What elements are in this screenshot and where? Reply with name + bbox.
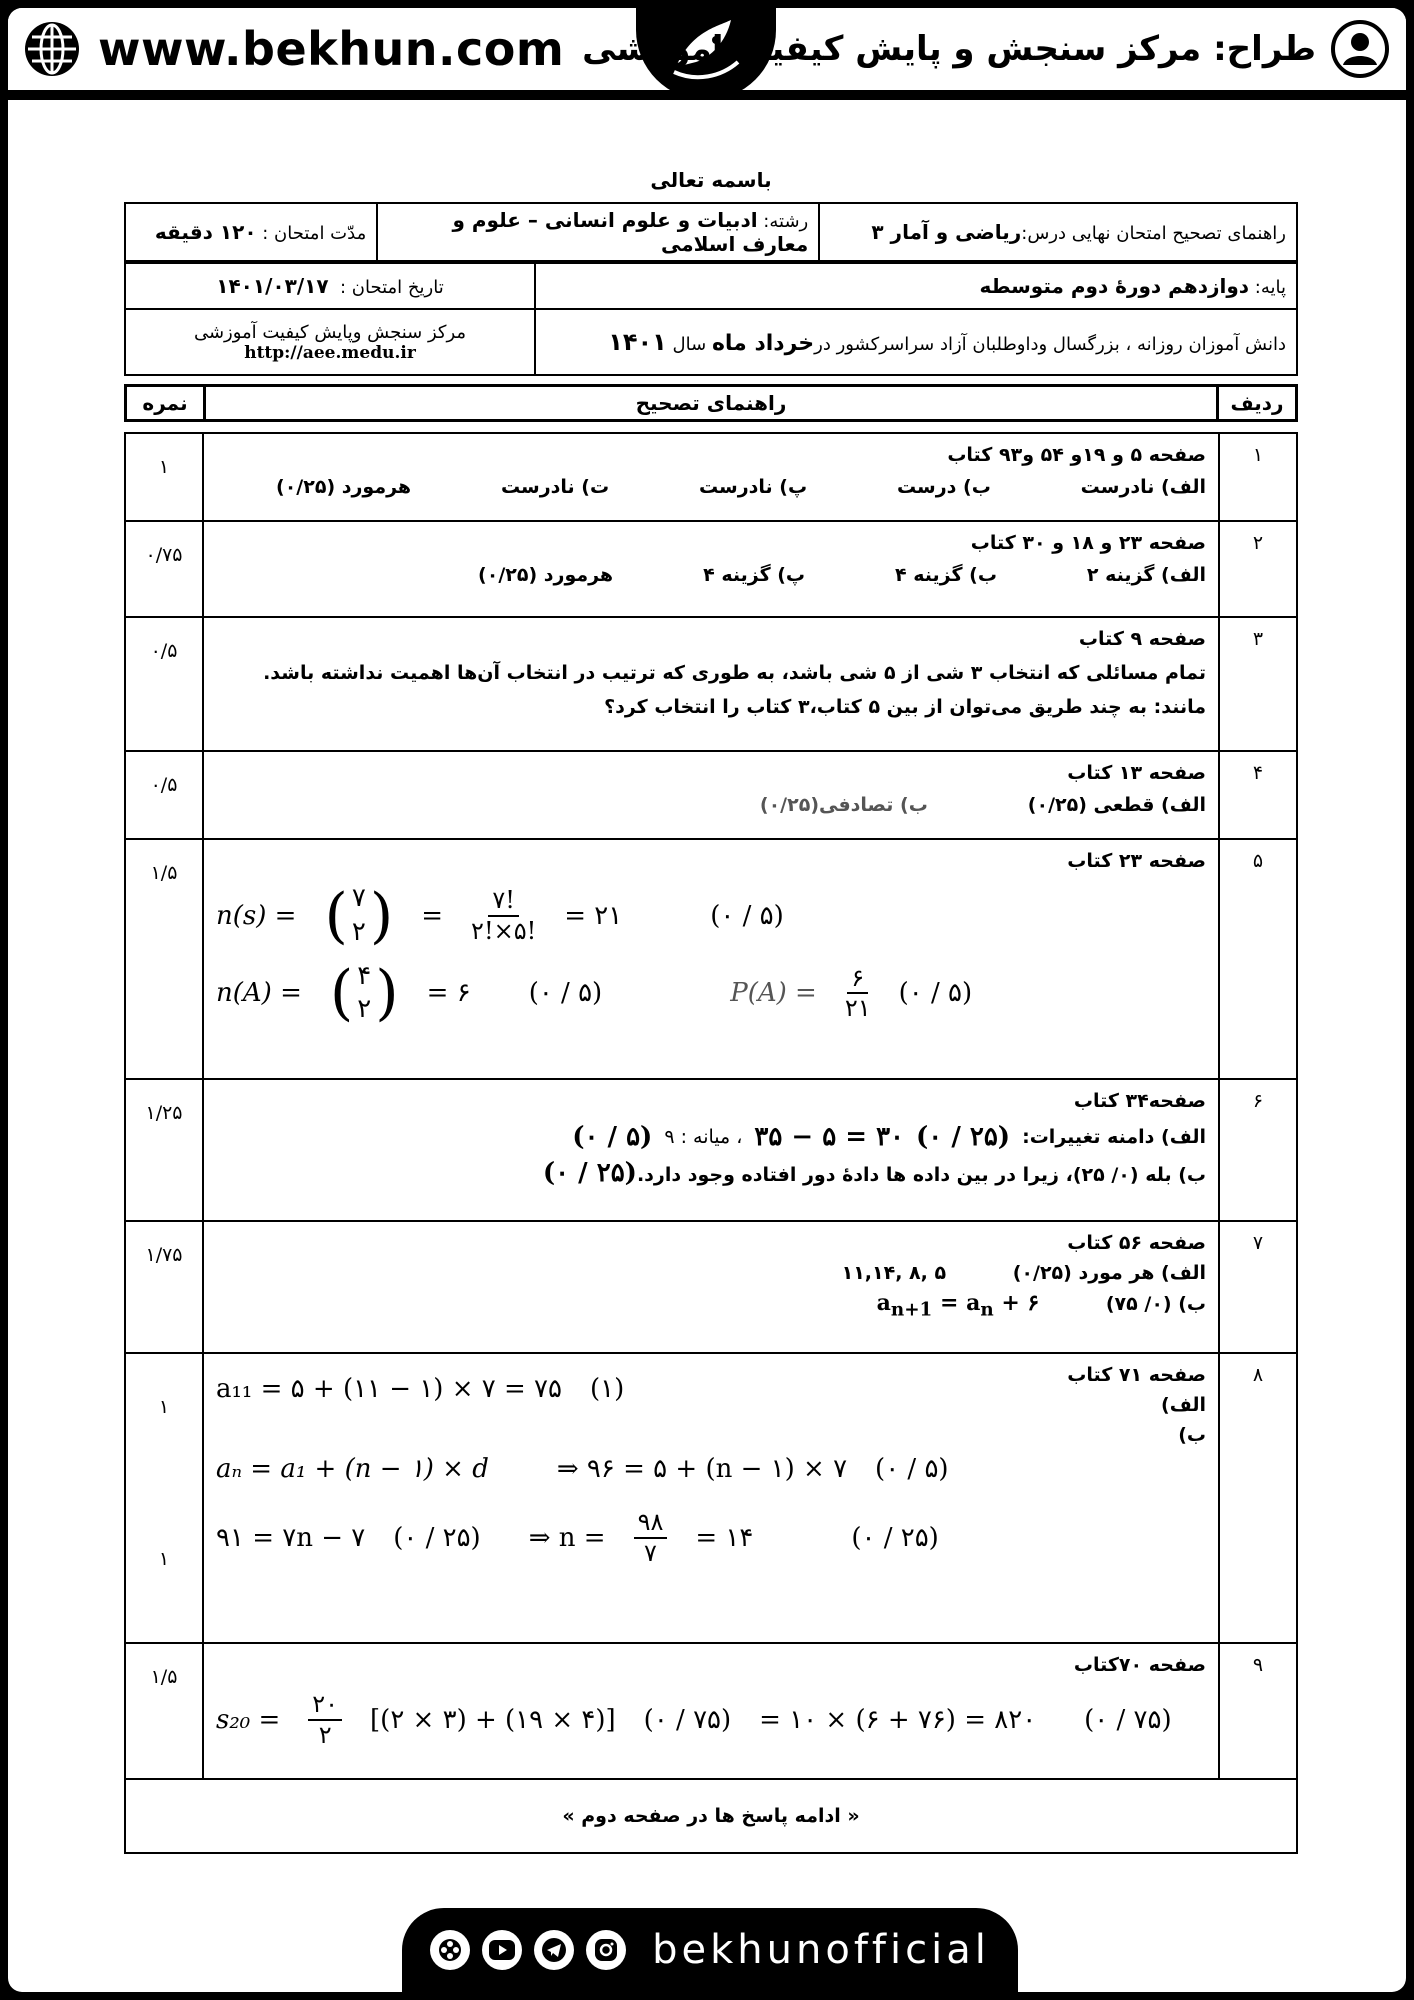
table-row [125,433,1297,521]
col-score: نمره [126,386,205,421]
students-cell: دانش آموزان روزانه ، بزرگسال وداوطلبان آزاد سراسرکشور درخرداد ماه سال ۱۴۰۱ [535,309,1297,375]
answer-text: مانند: به چند طریق می‌توان از بین ۵ کتاب،۳ کتاب را انتخاب کرد؟ [604,696,1206,718]
page-ref: صفحه ۲۳ و ۱۸ و ۳۰ کتاب [970,532,1206,554]
exam-year: ۱۴۰۱ [608,328,667,356]
row-score: ۱/۵ [125,1643,203,1779]
center-cell [125,309,535,375]
sequence-answer: الف) هر مورد (۰/۲۵) ۵ ,۸ ,۱۱,۱۴ [841,1262,1206,1284]
row-score: ۱ [158,1396,170,1418]
page-ref: صفحه ۱۳ کتاب [1067,762,1206,784]
page-ref: صفحه ۵۶ کتاب [1067,1232,1206,1254]
field-name: ادبیات و علوم انسانی – علوم و معارف اسلامی [452,208,809,256]
page-ref: صفحه ۹ کتاب [1078,628,1206,650]
top-header [8,8,1406,100]
row-score: ۱/۵ [125,839,203,1079]
col-row: ردیف [1218,386,1297,421]
table-row [125,839,1297,1079]
recursive-answer: ب) (۰/ ۷۵) $a_{n+1} = a_n$ + ۶ [876,1290,1206,1321]
row-score: ۱/۷۵ [125,1221,203,1353]
column-headers [124,384,1298,422]
designer-text: طراح: مرکز سنجش و پایش کیفیت اموزشی [582,29,1316,69]
site-url: www.bekhun.com [98,22,565,76]
page-ref: صفحه ۵ و ۱۹و ۵۴ و۹۳ کتاب [947,444,1206,466]
exam-info-table-2 [124,262,1298,376]
answers-table [124,432,1298,1854]
answer-options: الف) نادرست ب) درست پ) نادرست ت) نادرست هرمورد (۰/۲۵) [276,476,1206,498]
globe-icon [22,19,82,79]
page-ref: صفحه ۷۰کتاب [1073,1654,1206,1676]
page-ref: صفحه ۷۱ کتاب [1067,1364,1206,1386]
table-row [125,1221,1297,1353]
row-number: ۲ [1219,521,1297,617]
table-row [125,617,1297,751]
row-number: ۷ [1219,1221,1297,1353]
equation-ns: n(s) = ( ۷ ۲ ) = $\frac{۷!}{۲!\times ۵!}$ = ۲۱ (۰ / ۵) [216,880,784,951]
date-cell: تاریخ امتحان : ۱۴۰۱/۰۳/۱۷ [125,263,535,309]
telegram-icon[interactable] [534,1930,574,1970]
row-number: ۹ [1219,1643,1297,1779]
answer-options: الف) گزینه ۲ ب) گزینه ۴ پ) گزینه ۴ هرمورد (۰/۲۵) [478,564,1206,586]
field-cell: رشته: ادبیات و علوم انسانی – علوم و معارف اسلامی [377,203,819,261]
row-score: ۱/۲۵ [125,1079,203,1221]
instagram-icon[interactable] [586,1930,626,1970]
user-icon [1330,19,1390,79]
range-answer: الف) دامنه تغییرات: (۰ / ۲۵) ۳۵ − ۵ = ۳۰ ، میانه : ۹ (۰ / ۵) [572,1122,1206,1152]
grade: دوازدهم دورۀ دوم متوسطه [979,274,1250,298]
page-frame [8,8,1406,1992]
social-footer [402,1908,1018,1992]
grade-cell: پایه: دوازدهم دورۀ دوم متوسطه [535,263,1297,309]
row-score: ۰/۷۵ [125,521,203,617]
answer-options: الف) قطعی (۰/۲۵) ب) تصادفی(۰/۲۵) [759,794,1206,816]
table-row: ۸ صفحه ۷۱ کتاب الف) ب) a₁₁ = ۵ + (۱۱ − ۱) × ۷ = ۷۵ (۱) aₙ = a₁ + (n − ۱) × d ⇒ ۹۶ = ۵ + (n − ۱) × ۷ (۰ / ۵) ۹۱ = ۷n − ۷ (۰ / ۲۵) ⇒ n = $\frac{۹۸}{۷}$ = ۱۴ (۰ / ۲۵) ۱ ۱ [125,1353,1297,1643]
site-link[interactable] [22,18,564,80]
row-score: ۱ [158,1548,170,1570]
course-cell: راهنمای تصحیح امتحان نهایی درس:ریاضی و آمار ۳ [819,203,1297,261]
bismillah: باسمه تعالی [650,168,772,192]
designer-credit [582,18,1390,80]
col-guide: راهنمای تصحیح [205,386,1218,421]
exam-month: خرداد ماه [711,331,815,356]
nth-term-formula: a₁₁ = ۵ + (۱۱ − ۱) × ۷ = ۷۵ (۱) [216,1374,625,1404]
exam-date: ۱۴۰۱/۰۳/۱۷ [216,274,329,298]
continue-note: « ادامه پاسخ ها در صفحه دوم » [125,1779,1297,1853]
series-sum: s₂₀ = $\frac{۲۰}{۲}$ [(۲ × ۳) + (۱۹ × ۴)] (۰ / ۷۵) = ۱۰ × (۶ + ۷۶) = ۸۲۰ (۰ / ۷۵) [216,1690,1172,1749]
row-score: ۰/۵ [125,751,203,839]
solve-n: ۹۱ = ۷n − ۷ (۰ / ۲۵) ⇒ n = $\frac{۹۸}{۷}$ = ۱۴ (۰ / ۲۵) [216,1508,939,1567]
equation-na: n(A) = ( ۴ ۲ ) = ۶ (۰ / ۵) P(A) = $\frac{۶}{۲۱}$ (۰ / ۵) [216,958,973,1029]
course-name: ریاضی و آمار ۳ [871,220,1022,244]
social-handle[interactable]: bekhunofficial [652,1927,990,1973]
youtube-icon[interactable] [482,1930,522,1970]
exam-info-table [124,202,1298,262]
duration-cell: مدّت امتحان : ۱۲۰ دقیقه [125,203,377,261]
film-icon[interactable] [430,1930,470,1970]
row-number: ۶ [1219,1079,1297,1221]
center-name: مرکز سنجش وپایش کیفیت آموزشی [193,321,467,343]
answer-key-document [124,168,1298,1854]
answer-text: تمام مسائلی که انتخاب ۳ شی از ۵ شی باشد، به طوری که ترتیب در انتخاب آن‌ها اهمیت نداشته باشد. [263,662,1206,684]
row-number: ۵ [1219,839,1297,1079]
outlier-answer: ب) بله (۰/ ۲۵)، زیرا در بین داده ها دادۀ دور افتاده وجود دارد.(۰ / ۲۵) [542,1158,1206,1188]
table-row [125,751,1297,839]
duration: ۱۲۰ دقیقه [154,220,257,244]
row-number: ۳ [1219,617,1297,751]
row-number: ۴ [1219,751,1297,839]
page-ref: صفحه۳۴ کتاب [1073,1090,1206,1112]
solve-equation: aₙ = a₁ + (n − ۱) × d ⇒ ۹۶ = ۵ + (n − ۱) × ۷ (۰ / ۵) [216,1454,949,1484]
table-row [125,1779,1297,1853]
row-number: ۱ [1219,433,1297,521]
page-ref: صفحه ۲۳ کتاب [1067,850,1206,872]
table-row [125,1079,1297,1221]
table-row [125,1643,1297,1779]
row-score: ۱ [125,433,203,521]
row-number: ۸ [1219,1353,1297,1643]
row-score: ۰/۵ [125,617,203,751]
table-row [125,521,1297,617]
center-url[interactable]: http://aee.medu.ir [244,342,416,363]
